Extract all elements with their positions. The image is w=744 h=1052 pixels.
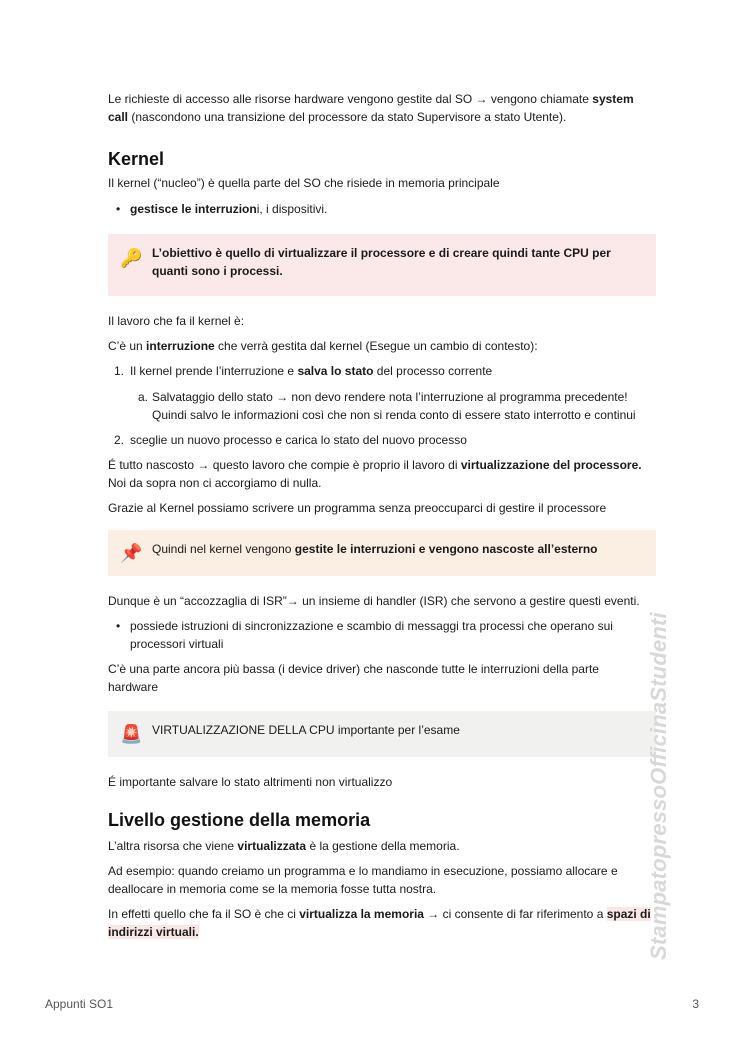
callout-interrupts-hidden: 📌 Quindi nel kernel vengono gestite le interruzioni e vengono nascoste all’esterno xyxy=(108,530,656,576)
footer-title: Appunti SO1 xyxy=(45,997,114,1011)
callout-exam-note: 🚨 VIRTUALIZZAZIONE DELLA CPU importante per l’esame xyxy=(108,711,656,757)
hidden-paragraph: É tutto nascosto → questo lavoro che compie è proprio il lavoro di virtualizzazione del processore. Noi da sopra non ci accorgiamo di nulla. xyxy=(108,458,642,490)
kernel-heading: Kernel xyxy=(108,149,165,169)
siren-icon: 🚨 xyxy=(120,724,143,744)
kernel-description: Il kernel (“nucleo”) è quella parte del SO che risiede in memoria principale xyxy=(108,176,500,190)
thanks-paragraph: Grazie al Kernel possiamo scrivere un programma senza preoccuparci di gestire il processore xyxy=(108,501,607,515)
list-item: • gestisce le interruzioni, i dispositivi. xyxy=(116,202,328,216)
list-item: • possiede istruzioni di sincronizzazione e scambio di messaggi tra processi che operano sui processori virtuali xyxy=(116,619,613,651)
kernel-bullet-list xyxy=(108,200,656,218)
callout-virtualize-cpu: 🔑 L’obiettivo è quello di virtualizzare il processore e di creare quindi tante CPU per quanti sono i processi. xyxy=(108,234,656,296)
isr-bullet-list xyxy=(108,617,656,653)
key-icon: 🔑 xyxy=(120,248,143,268)
list-item: 1. Il kernel prende l’interruzione e salva lo stato del processo corrente xyxy=(114,364,493,378)
kernel-steps-list xyxy=(108,362,656,449)
intro-paragraph: Le richieste di accesso alle risorse hardware vengono gestite dal SO → vengono chiamate system call (nascondono una transizione del processore da stato Supervisore a stato Utente). xyxy=(108,92,634,124)
save-state-paragraph: É importante salvare lo stato altrimenti non virtualizzo xyxy=(108,775,393,789)
kernel-work-title: Il lavoro che fa il kernel è: xyxy=(108,314,245,328)
list-item: 2. sceglie un nuovo processo e carica lo stato del nuovo processo xyxy=(114,433,467,447)
document-body xyxy=(108,88,656,941)
memory-paragraph-1: L’altra risorsa che viene virtualizzata è la gestione della memoria. xyxy=(108,839,460,853)
device-driver-paragraph: C’è una parte ancora più bassa (i device driver) che nasconde tutte le interruzioni della parte hardware xyxy=(108,662,599,694)
memory-heading: Livello gestione della memoria xyxy=(108,810,371,830)
page-number: 3 xyxy=(692,997,699,1011)
isr-paragraph: Dunque è un “accozzaglia di ISR”→ un insieme di handler (ISR) che servono a gestire questi eventi. xyxy=(108,594,640,608)
list-item: a. Salvataggio dello stato → non devo rendere nota l’interruzione al programma precedente! Quindi salvo le informazioni così che non si renda conto di essere stato interrotto e continui xyxy=(138,390,636,422)
interrupt-paragraph: C’è un interruzione che verrà gestita dal kernel (Esegue un cambio di contesto): xyxy=(108,339,538,353)
memory-paragraph-3: In effetti quello che fa il SO è che ci virtualizza la memoria → ci consente di far riferimento a spazi di indirizzi virtuali. xyxy=(108,907,651,939)
watermark-text: StampatopressoOfficinaStudenti xyxy=(646,612,671,960)
watermark xyxy=(616,530,676,960)
memory-paragraph-2: Ad esempio: quando creiamo un programma e lo mandiamo in esecuzione, possiamo allocare e deallocare in memoria come se la memoria fosse tutta nostra. xyxy=(108,864,618,896)
pushpin-icon: 📌 xyxy=(120,543,143,563)
